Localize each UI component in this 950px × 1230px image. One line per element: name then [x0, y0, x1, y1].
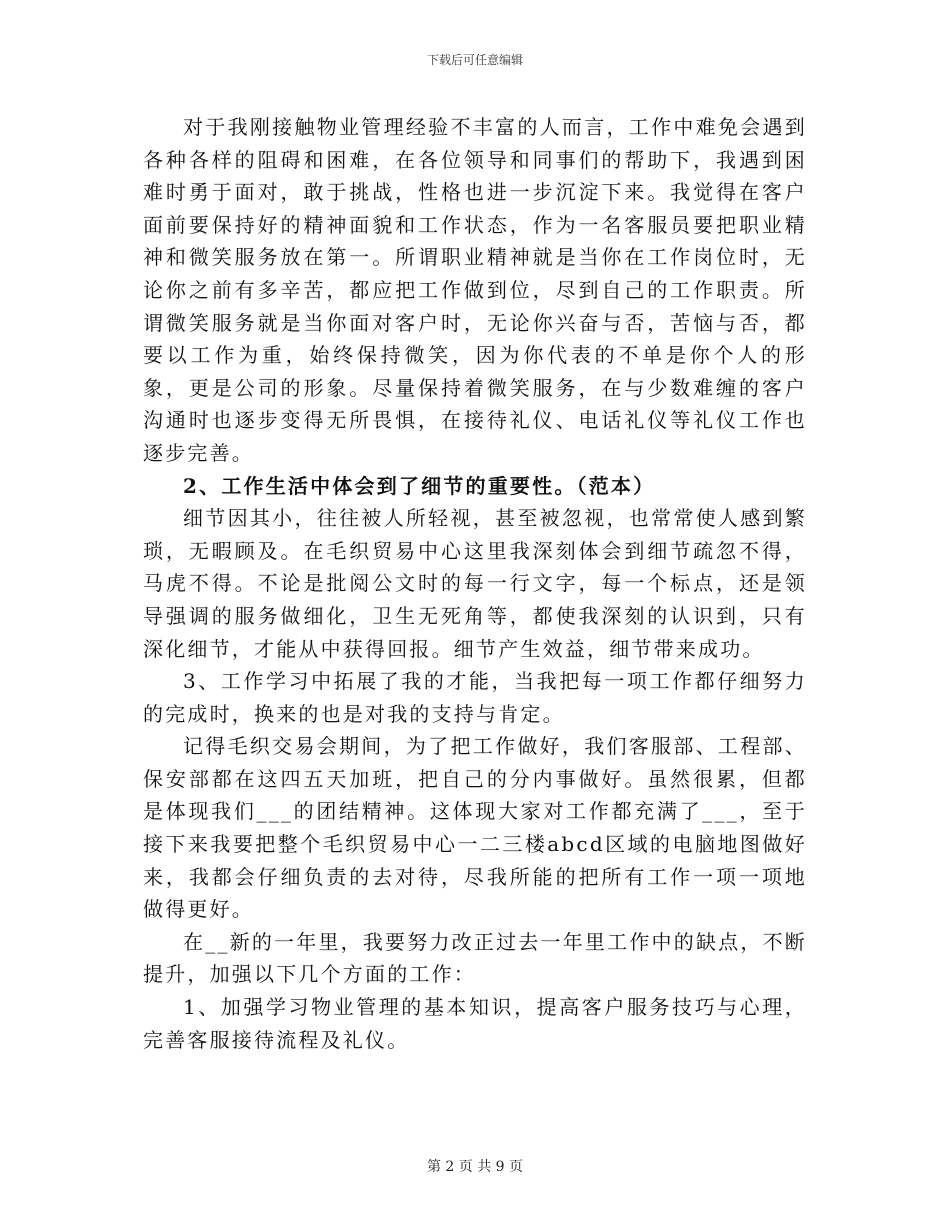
- paragraph-work-experience: 对于我刚接触物业管理经验不丰富的人而言，工作中难免会遇到各种各样的阻碍和困难，在各位领导和同事们的帮助下，我遇到困难时勇于面对，敢于挑战，性格也进一步沉淀下来。我觉得在客户面前要保持好的精神面貌和工作状态，作为一名客服员要把职业精神和微笑服务放在第一。所谓职业精神就是当你在工作岗位时，无论你之前有多辛苦，都应把工作做到位，尽到自己的工作职责。所谓微笑服务就是当你面对客户时，无论你兴奋与否，苦恼与否，都要以工作为重，始终保持微笑，因为你代表的不单是你个人的形象，更是公司的形象。尽量保持着微笑服务，在与少数难缠的客户沟通时也逐步变得无所畏惧，在接待礼仪、电话礼仪等礼仪工作也逐步完善。: [143, 115, 807, 465]
- paragraph-new-year: 在__新的一年里，我要努力改正过去一年里工作中的缺点，不断提升，加强以下几个方面的工作：: [143, 929, 807, 987]
- page-number: 第 2 页 共 9 页: [426, 1159, 524, 1175]
- document-body: [143, 111, 807, 1056]
- section-heading-details: 2、工作生活中体会到了细节的重要性。（范本）: [183, 473, 656, 498]
- paragraph-trade-fair: 记得毛织交易会期间，为了把工作做好，我们客服部、工程部、保安部都在这四五天加班，把自己的分内事做好。虽然很累，但都是体现我们___的团结精神。这体现大家对工作都充满了___，至于接下来我要把整个毛织贸易中心一二三楼abcd区域的电脑地图做好来，我都会仔细负责的去对待，尽我所能的把所有工作一项一项地做得更好。: [143, 734, 807, 922]
- paragraph-details: 细节因其小，往往被人所轻视，甚至被忽视，也常常使人感到繁琐，无暇顾及。在毛织贸易中心这里我深刻体会到细节疏忽不得，马虎不得。不论是批阅公文时的每一行文字，每一个标点，还是领导强调的服务做细化，卫生无死角等，都使我深刻的认识到，只有深化细节，才能从中获得回报。细节产生效益，细节带来成功。: [143, 506, 807, 661]
- paragraph-skills: 3、工作学习中拓展了我的才能，当我把每一项工作都仔细努力的完成时，换来的也是对我的支持与肯定。: [143, 669, 807, 726]
- page-header: 下载后可任意编辑: [426, 53, 523, 67]
- paragraph-plan-item-1: 1、加强学习物业管理的基本知识，提高客户服务技巧与心理，完善客服接待流程及礼仪。: [143, 995, 807, 1052]
